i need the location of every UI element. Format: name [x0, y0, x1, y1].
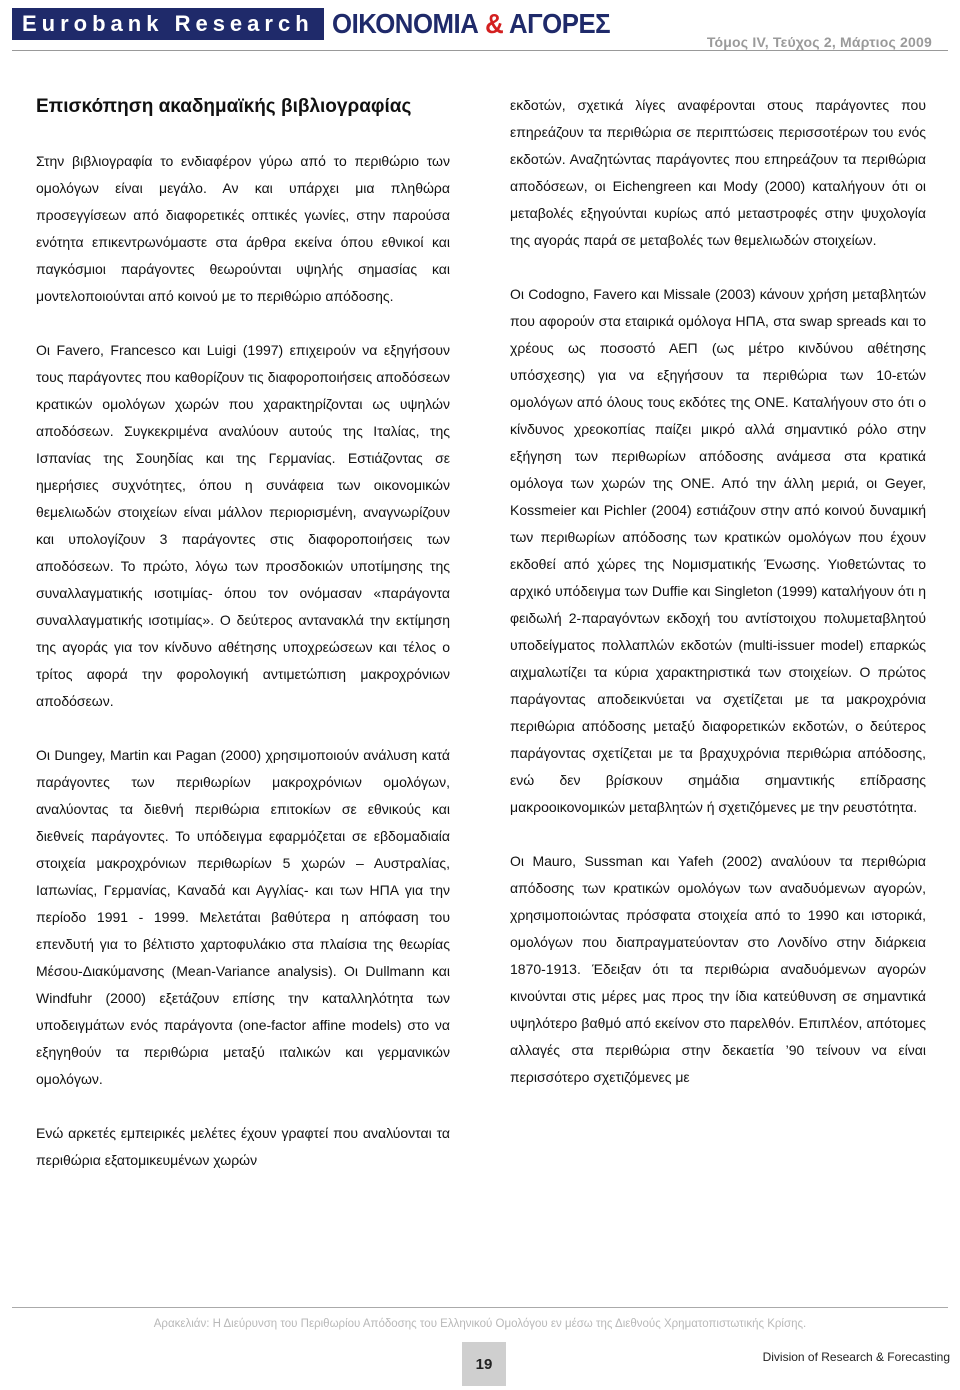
- paragraph: Οι Favero, Francesco και Luigi (1997) επιχειρούν να εξηγήσουν τους παράγοντες που καθορίζουν τις διαφοροποιήσεις αποδόσεων κρατικών ομολόγων χωρών που χαρακτηρίζονται ως υψηλών αποδόσεων. Συγκεκριμένα αναλύουν αυτούς της Ιταλίας, της Ισπανίας της Σουηδίας και της Γερμανίας. Εστιάζοντας σε ημερήσιες συχνότητες, όπου η συνάφεια των οικονομικών θεμελιωδών στοιχείων είναι μάλλον περιορισμένη, αναγνωρίζουν και υπολογίζουν 3 παράγοντες στις διαφοροποιήσεις των αποδόσεων. Το πρώτο, λόγω των προσδοκιών υποτίμησης της συναλλαγματικής ισοτιμίας- όπου τον ονόμασαν «παράγοντα συναλλαγματικής ισοτιμίας». Ο δεύτερος αντανακλά την εκτίμηση της αγοράς για τον κίνδυνο αθέτησης υποχρεώσεων και τέλος ο τρίτος αφορά την φορολογική αντιμετώπιση μακροχρόνιων αποδόσεων.: [36, 342, 450, 709]
- brand-oikonomia-agores: [332, 8, 610, 40]
- right-column: [510, 92, 926, 1118]
- header-divider: [12, 50, 948, 51]
- paragraph: Οι Mauro, Sussman και Yafeh (2002) αναλύουν τα περιθώρια απόδοσης των κρατικών ομολόγων των αναδυόμενων αγορών, χρησιμοποιώντας πρόσφατα στοιχεία από το 1990 και ιστορικά, ομολόγων που διαπραγματεύονταν στο Λονδίνο στην διάρκεια 1870-1913. Έδειξαν ότι τα περιθώρια αναδυόμενων αγορών κινούνται στις μέρες μας προς την ίδια κατεύθυνση σε σημαντικά υψηλότερο βαθμό από εκείνον στο παρελθόν. Επιπλέον, απότομες αλλαγές στα περιθώρια στην δεκαετία ’90 τείνουν να είναι περισσότερο σχετιζόμενες με: [510, 853, 926, 1085]
- brand-oikonomia: ΟΙΚΟΝΟΜΙΑ: [331, 8, 479, 39]
- division-label: Division of Research & Forecasting: [762, 1350, 950, 1364]
- paragraph: Οι Dungey, Martin και Pagan (2000) χρησιμοποιούν ανάλυση κατά παράγοντες των περιθωρίων μακροχρόνιων ομολόγων, αναλύοντας τα διεθνή περιθώρια επιτοκίων σε εθνικούς και διεθνείς παράγοντες. Το υπόδειγμα εφαρμόζεται σε εβδομαδιαία στοιχεία μακροχρόνιων περιθωρίων 5 χωρών – Αυστραλίας, Ιαπωνίας, Γερμανίας, Καναδά και Αγγλίας- και των ΗΠΑ για την περίοδο 1991 - 1999. Μελετάται βαθύτερα η απόφαση του επενδυτή για το βέλτιστο χαρτοφυλάκιο στα πλαίσια της θεωρίας Μέσου-Διακύμανσης (Mean-Variance analysis). Οι Dullmann και Windfuhr (2000) εξετάζουν επίσης την καταλληλότητα των υποδειγμάτων ενός παράγοντα (one-factor affine models) στο να εξηγηθούν τα περιθώρια μεταξύ ιταλικών και γερμανικών ομολόγων.: [36, 747, 450, 1087]
- brand-agores: ΑΓΟΡΕΣ: [508, 8, 610, 39]
- brand-eurobank-research: Eurobank Research: [12, 8, 324, 40]
- paragraph: Ενώ αρκετές εμπειρικές μελέτες έχουν γραφτεί που αναλύονται τα περιθώρια εξατομικευμένων χωρών: [36, 1125, 450, 1168]
- page-header: [0, 0, 960, 60]
- page-number: 19: [462, 1342, 506, 1386]
- issue-info: Τόμος IV, Τεύχος 2, Μάρτιος 2009: [706, 34, 932, 50]
- footer-divider: [12, 1307, 948, 1308]
- paragraph: Στην βιβλιογραφία το ενδιαφέρον γύρω από το περιθώριο των ομολόγων είναι μεγάλο. Αν και υπάρχει μια πληθώρα προσεγγίσεων από διαφορετικές οπτικές γωνίες, στην παρούσα ενότητα επικεντρωνόμαστε στα άρθρα εκείνα όπου εθνικοί και παγκόσμιοι παράγοντες θεωρούνται υψηλής σημασίας και μοντελοποιούνται από κοινού με το περιθώριο απόδοσης.: [36, 153, 450, 304]
- brand-ampersand: &: [484, 8, 503, 39]
- paragraph: Οι Codogno, Favero και Missale (2003) κάνουν χρήση μεταβλητών που αφορούν στα εταιρικά ομόλογα ΗΠΑ, στα swap spreads και το χρέους ως ποσοστό ΑΕΠ (ως μέτρο κινδύνου αθέτησης υπόσχεσης) για να εξηγήσουν τα περιθώρια των 10-ετών ομολόγων από όλους τους εκδότες της ΟΝΕ. Καταλήγουν στο ότι ο κίνδυνος χρεοκοπίας παίζει μικρό αλλά σημαντικό ρόλο στην εξήγηση των περιθωρίων απόδοσης ανάμεσα στα κρατικά ομόλογα των χωρών της ΟΝΕ. Από την άλλη μεριά, οι Geyer, Kossmeier και Pichler (2004) εστιάζουν στην από κοινού δυναμική των περιθωρίων απόδοσης των κρατικών ομολόγων που έχουν εκδοθεί από χώρες της Νομισματικής Ένωσης. Υιοθετώντας το αρχικό υπόδειγμα των Duffie και Singleton (1999) καταλήγουν ότι η φειδωλή 2-παραγόντων εκδοχή του αντίστοιχου πολυμεταβλητού υποδείγματος πολλαπλών εκδοτών (multi-issuer model) επαρκώς αιχμαλωτίζει τα κύρια χαρακτηριστικά των στοιχείων. Ο πρώτος παράγοντας αποδεικνύεται να σχετίζεται με τα μακροχρόνια περιθώρια απόδοσης μεταξύ διαφορετικών εκδοτών, ο δεύτερος παράγοντας σχετίζεται με τα βραχυχρόνια περιθώρια απόδοσης, ενώ δεν βρίσκουν σημάδια σημαντικής επίδρασης μακροοικονομικών μεταβλητών ή σχετιζόμενες με την ρευστότητα.: [510, 286, 926, 815]
- running-title: Αρακελιάν: Η Διεύρυνση του Περιθωρίου Απόδοσης του Ελληνικού Ομολόγου εν μέσω της Διεθνούς Χρηματοπιστωτικής Κρίσης.: [153, 1318, 807, 1330]
- paragraph: εκδοτών, σχετικά λίγες αναφέρονται στους παράγοντες που επηρεάζουν τα περιθώρια σε περιπτώσεις περισσοτέρων του ενός εκδοτών. Αναζητώντας παράγοντες που επηρεάζουν τα περιθώρια αποδόσεων, οι Eichengreen και Mody (2000) καταλήγουν ότι οι μεταβολές εξηγούνται κυρίως από μεταστροφές στην ψυχολογία της αγοράς παρά σε μεταβολές των θεμελιωδών στοιχείων.: [510, 97, 926, 248]
- left-column: [36, 92, 450, 1201]
- section-title: Επισκόπηση ακαδημαϊκής βιβλιογραφίας: [36, 96, 412, 117]
- brand-logo: [12, 8, 634, 40]
